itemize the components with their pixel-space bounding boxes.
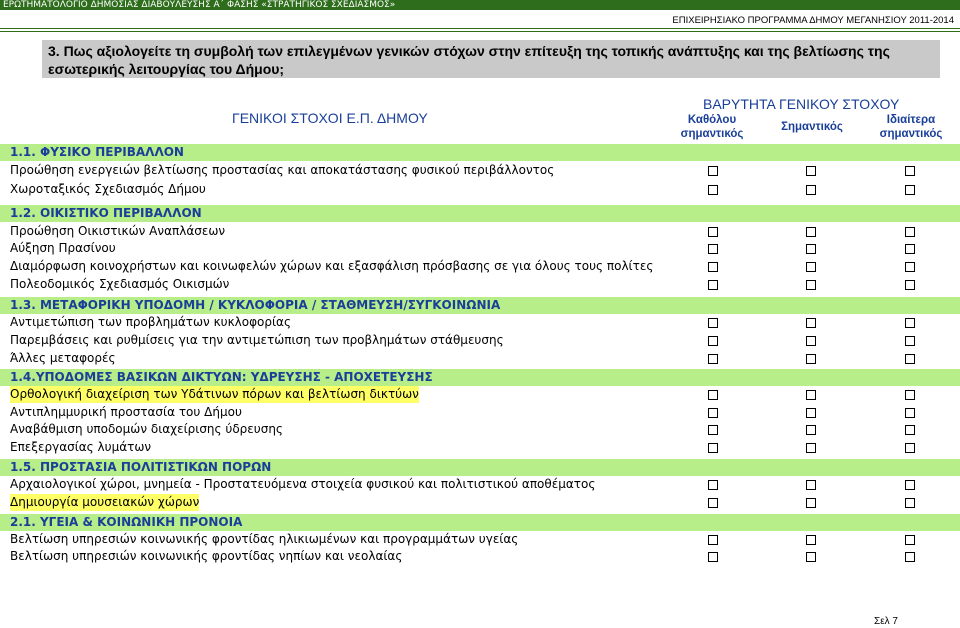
goal-row (0, 332, 960, 349)
important-checkbox[interactable] (806, 443, 816, 453)
goal-label: Αύξηση Πρασίνου (10, 241, 116, 255)
column-important (772, 120, 852, 134)
important-checkbox[interactable] (806, 354, 816, 364)
section-row (0, 459, 960, 476)
header-rule-2 (0, 31, 960, 32)
important-checkbox[interactable] (806, 166, 816, 176)
important-checkbox[interactable] (806, 498, 816, 508)
section-row (0, 514, 960, 531)
question-box (42, 40, 940, 78)
not-important-checkbox[interactable] (708, 443, 718, 453)
section-row (0, 369, 960, 386)
goal-row (0, 258, 960, 275)
not-important-checkbox[interactable] (708, 498, 718, 508)
column-not-important-line1: Καθόλου (687, 114, 737, 126)
goal-row (0, 386, 960, 403)
goal-label: Άλλες μεταφορές (10, 351, 116, 365)
very-important-checkbox[interactable] (905, 425, 915, 435)
section-title: 1.1. ΦΥΣΙΚΟ ΠΕΡΙΒΑΛΛΟΝ (10, 145, 184, 159)
very-important-checkbox[interactable] (905, 166, 915, 176)
not-important-checkbox[interactable] (708, 185, 718, 195)
very-important-checkbox[interactable] (905, 535, 915, 545)
header-title: ΕΡΩΤΗΜΑΤΟΛΟΓΙΟ ΔΗΜΟΣΙΑΣ ΔΙΑΒΟΥΛΕΥΣΗΣ Α΄ ΦΑΣΗΣ «ΣΤΡΑΤΗΓΙΚΟΣ ΣΧΕΔΙΑΣΜΟΣ» (3, 0, 396, 10)
goal-row (0, 350, 960, 367)
section-title: 1.4.ΥΠΟΔΟΜΕΣ ΒΑΣΙΚΩΝ ΔΙΚΤΥΩΝ: ΥΔΡΕΥΣΗΣ - ΑΠΟΧΕΤΕΥΣΗΣ (10, 370, 433, 384)
goal-row (0, 421, 960, 438)
very-important-checkbox[interactable] (905, 185, 915, 195)
not-important-checkbox[interactable] (708, 535, 718, 545)
goal-row (0, 162, 960, 179)
important-checkbox[interactable] (806, 227, 816, 237)
important-checkbox[interactable] (806, 552, 816, 562)
important-checkbox[interactable] (806, 318, 816, 328)
important-checkbox[interactable] (806, 262, 816, 272)
goal-row (0, 276, 960, 293)
very-important-checkbox[interactable] (905, 318, 915, 328)
goal-label: Παρεμβάσεις και ρυθμίσεις για την αντιμετώπιση των προβλημάτων στάθμευσης (10, 333, 504, 347)
not-important-checkbox[interactable] (708, 552, 718, 562)
goal-row (0, 181, 960, 198)
section-title: 2.1. ΥΓΕΙΑ & ΚΟΙΝΩΝΙΚΗ ΠΡΟΝΟΙΑ (10, 515, 243, 529)
goal-row (0, 223, 960, 240)
not-important-checkbox[interactable] (708, 425, 718, 435)
goal-label: Αντιπλημμυρική προστασία του Δήμου (10, 405, 242, 419)
very-important-checkbox[interactable] (905, 280, 915, 290)
goal-row (0, 404, 960, 421)
section-row (0, 144, 960, 161)
column-very-important (869, 113, 953, 141)
very-important-checkbox[interactable] (905, 408, 915, 418)
not-important-checkbox[interactable] (708, 336, 718, 346)
goal-label: Βελτίωση υπηρεσιών κοινωνικής φροντίδας νηπίων και νεολαίας (10, 549, 403, 563)
section-row (0, 205, 960, 222)
section-title: 1.3. ΜΕΤΑΦΟΡΙΚΗ ΥΠΟΔΟΜΗ / ΚΥΚΛΟΦΟΡΙΑ / ΣΤΑΘΜΕΥΣΗ/ΣΥΓΚΟΙΝΩΝΙΑ (10, 298, 501, 312)
goal-label: Δημιουργία μουσειακών χώρων (10, 495, 200, 509)
column-not-important (672, 113, 752, 141)
not-important-checkbox[interactable] (708, 480, 718, 490)
important-checkbox[interactable] (806, 425, 816, 435)
goal-label: Προώθηση Οικιστικών Αναπλάσεων (10, 224, 226, 238)
very-important-checkbox[interactable] (905, 390, 915, 400)
important-checkbox[interactable] (806, 280, 816, 290)
question-text: 3. Πως αξιολογείτε τη συμβολή των επιλεγμένων γενικών στόχων στην επίτευξη της τοπικής ανάπτυξης και της βελτίωσης της εσωτερικής λειτουργίας του Δήμου; (48, 43, 890, 77)
not-important-checkbox[interactable] (708, 166, 718, 176)
goal-label: Αντιμετώπιση των προβλημάτων κυκλοφορίας (10, 315, 291, 329)
important-checkbox[interactable] (806, 244, 816, 254)
very-important-checkbox[interactable] (905, 336, 915, 346)
column-important-label: Σημαντικός (781, 121, 843, 133)
column-very-important-line2: σημαντικός (879, 128, 943, 140)
very-important-checkbox[interactable] (905, 498, 915, 508)
very-important-checkbox[interactable] (905, 443, 915, 453)
section-row (0, 297, 960, 314)
not-important-checkbox[interactable] (708, 354, 718, 364)
page-number: Σελ 7 (874, 616, 898, 627)
very-important-checkbox[interactable] (905, 227, 915, 237)
important-checkbox[interactable] (806, 535, 816, 545)
goal-row (0, 531, 960, 548)
goal-row (0, 439, 960, 456)
section-title: 1.5. ΠΡΟΣΤΑΣΙΑ ΠΟΛΙΤΙΣΤΙΚΩΝ ΠΟΡΩΝ (10, 460, 272, 474)
goal-row (0, 240, 960, 257)
goal-label: Αρχαιολογικοί χώροι, μνημεία - Προστατευόμενα στοιχεία φυσικού και πολιτιστικού αποθέματος (10, 477, 596, 491)
important-checkbox[interactable] (806, 408, 816, 418)
goal-label: Αναβάθμιση υποδομών διαχείρισης ύδρευσης (10, 422, 283, 436)
goal-row (0, 494, 960, 511)
not-important-checkbox[interactable] (708, 244, 718, 254)
goal-label: Διαμόρφωση κοινοχρήστων και κοινωφελών χώρων και εξασφάλιση πρόσβασης σε για όλους τους πολίτες (10, 259, 654, 273)
goal-row (0, 314, 960, 331)
important-checkbox[interactable] (806, 336, 816, 346)
not-important-checkbox[interactable] (708, 280, 718, 290)
goal-row (0, 476, 960, 493)
goal-label: Ορθολογική διαχείριση των Υδάτινων πόρων και βελτίωση δικτύων (10, 387, 419, 401)
not-important-checkbox[interactable] (708, 318, 718, 328)
header-program: ΕΠΙΧΕΙΡΗΣΙΑΚΟ ΠΡΟΓΡΑΜΜΑ ΔΗΜΟΥ ΜΕΓΑΝΗΣΙΟΥ 2011-2014 (672, 15, 954, 26)
goal-label: Προώθηση ενεργειών βελτίωσης προστασίας και αποκατάστασης φυσικού περιβάλλοντος (10, 163, 555, 177)
very-important-checkbox[interactable] (905, 480, 915, 490)
very-important-checkbox[interactable] (905, 262, 915, 272)
goals-heading: ΓΕΝΙΚΟΙ ΣΤΟΧΟΙ Ε.Π. ΔΗΜΟΥ (232, 110, 428, 126)
not-important-checkbox[interactable] (708, 227, 718, 237)
very-important-checkbox[interactable] (905, 244, 915, 254)
not-important-checkbox[interactable] (708, 262, 718, 272)
not-important-checkbox[interactable] (708, 390, 718, 400)
goal-row (0, 548, 960, 565)
important-checkbox[interactable] (806, 480, 816, 490)
very-important-checkbox[interactable] (905, 354, 915, 364)
goal-label: Επεξεργασίας λυμάτων (10, 440, 152, 454)
important-checkbox[interactable] (806, 185, 816, 195)
very-important-checkbox[interactable] (905, 552, 915, 562)
weight-heading: ΒΑΡΥΤΗΤΑ ΓΕΝΙΚΟΥ ΣΤΟΧΟΥ (703, 96, 900, 112)
goal-label: Βελτίωση υπηρεσιών κοινωνικής φροντίδας ηλικιωμένων και προγραμμάτων υγείας (10, 532, 519, 546)
header-rule (0, 28, 960, 29)
column-very-important-line1: Ιδιαίτερα (886, 114, 936, 126)
goal-label: Χωροταξικός Σχεδιασμός Δήμου (10, 182, 206, 196)
goal-label: Πολεοδομικός Σχεδιασμός Οικισμών (10, 277, 230, 291)
section-title: 1.2. ΟΙΚΙΣΤΙΚΟ ΠΕΡΙΒΑΛΛΟΝ (10, 206, 202, 220)
column-not-important-line2: σημαντικός (680, 128, 744, 140)
important-checkbox[interactable] (806, 390, 816, 400)
not-important-checkbox[interactable] (708, 408, 718, 418)
